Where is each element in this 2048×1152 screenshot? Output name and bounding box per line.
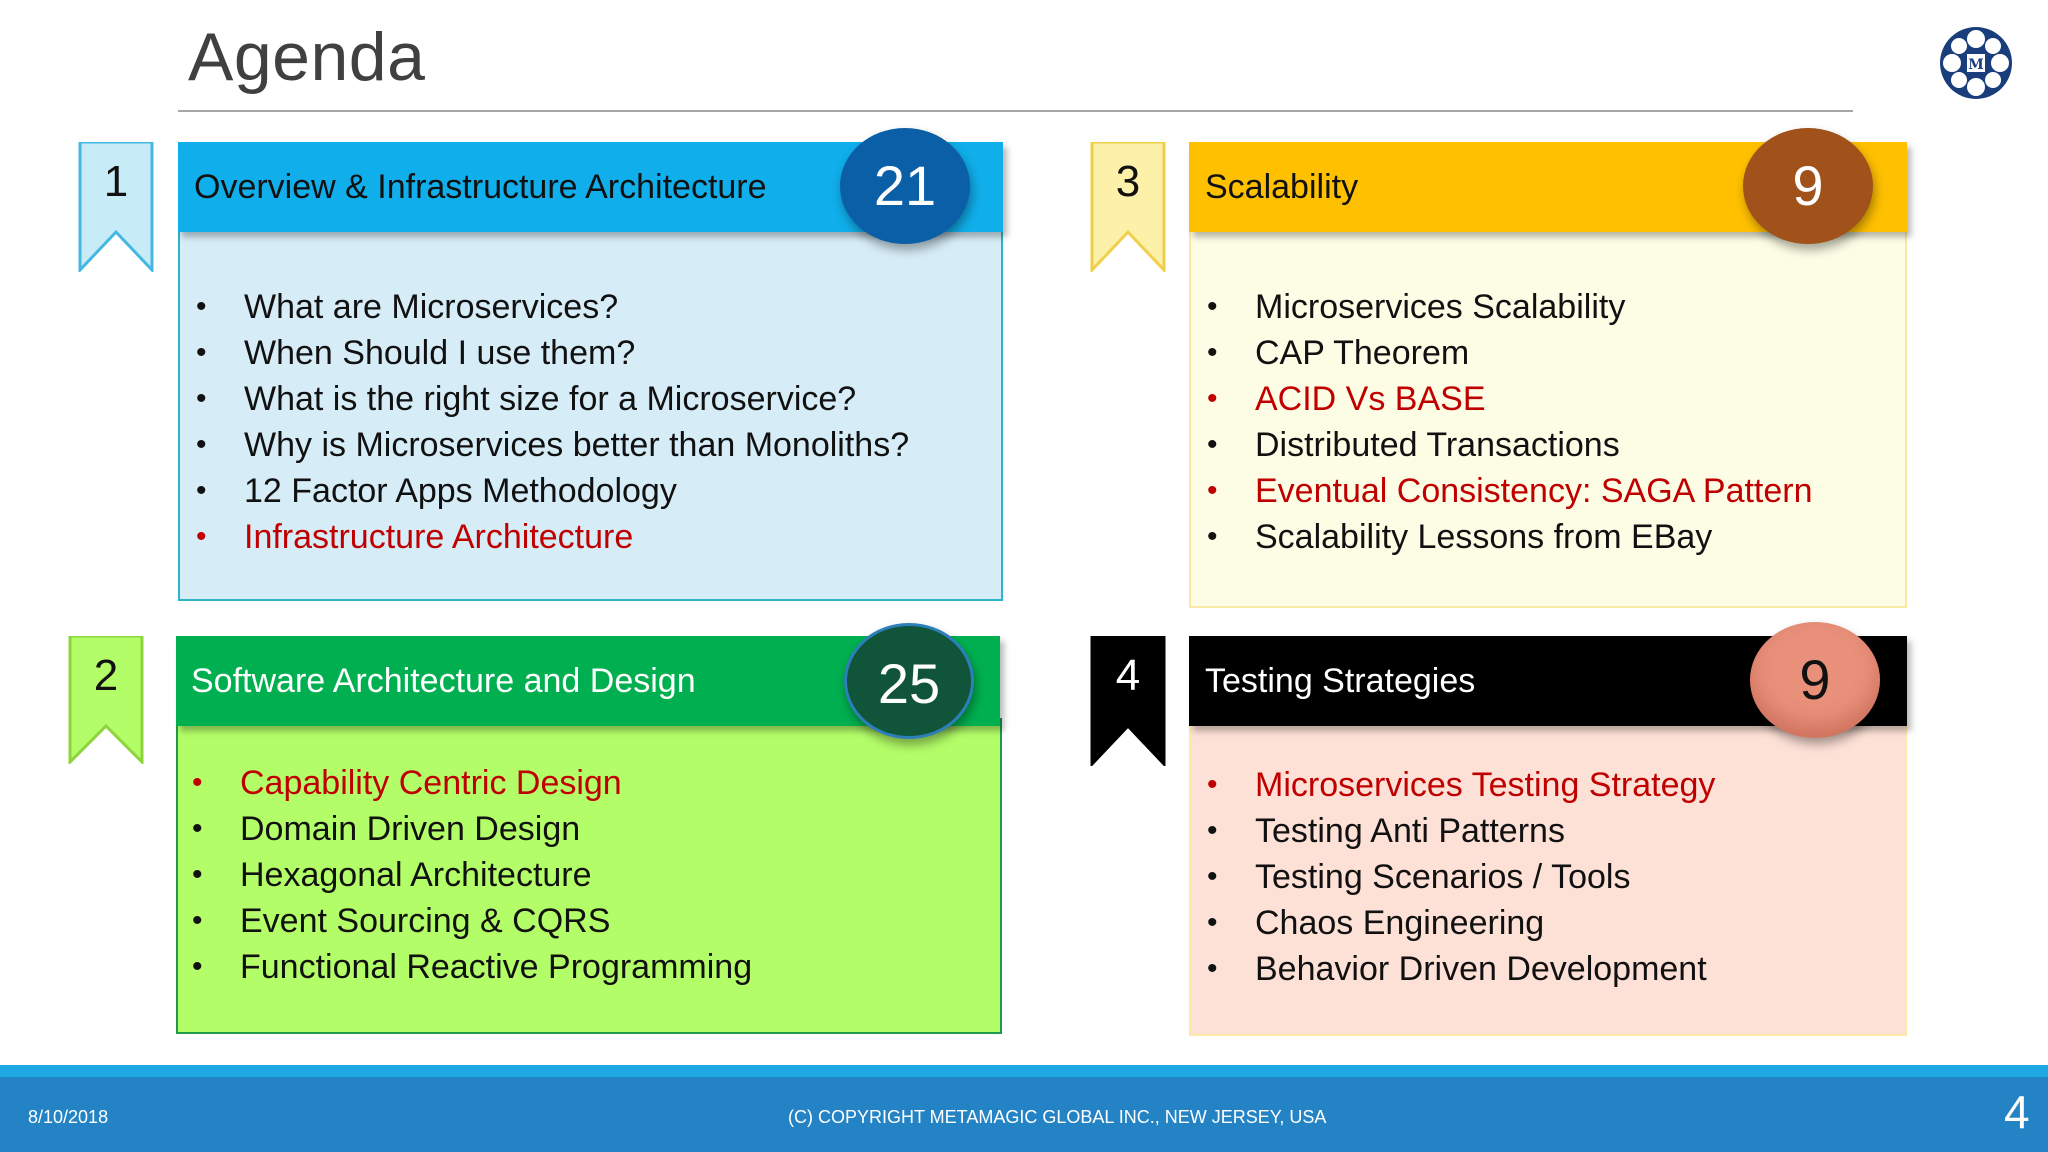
bullet-icon: • xyxy=(1207,428,1218,461)
svg-text:M: M xyxy=(1968,57,1984,73)
topic-text: 12 Factor Apps Methodology xyxy=(244,472,677,510)
list-item xyxy=(196,422,909,468)
list-item xyxy=(196,330,909,376)
section-title: Scalability xyxy=(1205,168,1359,206)
footer-copyright: (C) COPYRIGHT METAMAGIC GLOBAL INC., NEW JERSEY, USA xyxy=(788,1107,1327,1127)
slide-footer xyxy=(0,1065,2048,1152)
title-divider xyxy=(178,110,1853,112)
footer-date: 8/10/2018 xyxy=(28,1107,109,1127)
topic-text: Hexagonal Architecture xyxy=(240,856,592,894)
topic-text: Why is Microservices better than Monoliths? xyxy=(244,426,910,464)
list-item xyxy=(1207,284,1813,330)
list-item xyxy=(1207,900,1715,946)
topic-text: CAP Theorem xyxy=(1255,334,1470,372)
section-title: Overview & Infrastructure Architecture xyxy=(194,168,767,206)
topic-text: Functional Reactive Programming xyxy=(240,948,753,986)
slide-title: Agenda xyxy=(188,19,426,95)
section-number: 4 xyxy=(1115,651,1141,700)
topic-text: Domain Driven Design xyxy=(240,810,581,848)
page-number: 4 xyxy=(2004,1086,2030,1138)
list-item xyxy=(192,944,752,990)
topic-text: Testing Scenarios / Tools xyxy=(1255,858,1631,896)
topic-text: Microservices Scalability xyxy=(1255,288,1626,326)
topic-text: When Should I use them? xyxy=(244,334,636,372)
list-item xyxy=(1207,376,1813,422)
list-item xyxy=(1207,946,1715,992)
bullet-icon: • xyxy=(192,766,203,799)
list-item xyxy=(196,376,909,422)
topic-text: What is the right size for a Microservice? xyxy=(244,380,857,418)
list-item xyxy=(1207,854,1715,900)
section-number-ribbon xyxy=(1090,636,1166,766)
slide-count-badge: 9 xyxy=(1743,128,1873,244)
slide-count-badge: 9 xyxy=(1750,622,1880,738)
list-item xyxy=(192,852,752,898)
bullet-icon: • xyxy=(192,812,203,845)
bullet-icon: • xyxy=(192,858,203,891)
section-number: 2 xyxy=(93,651,119,700)
bullet-icon: • xyxy=(1207,860,1218,893)
list-item xyxy=(192,898,752,944)
list-item xyxy=(196,468,909,514)
bullet-icon: • xyxy=(1207,906,1218,939)
bullet-icon: • xyxy=(196,382,207,415)
topic-text: Eventual Consistency: SAGA Pattern xyxy=(1255,472,1813,510)
slide-count-badge: 21 xyxy=(840,128,970,244)
topic-text: Event Sourcing & CQRS xyxy=(240,902,611,940)
section-title: Software Architecture and Design xyxy=(191,662,696,700)
bullet-icon: • xyxy=(192,950,203,983)
section-number: 3 xyxy=(1115,157,1141,206)
bullet-icon: • xyxy=(1207,474,1218,507)
bullet-icon: • xyxy=(1207,814,1218,847)
list-item xyxy=(1207,514,1813,560)
bullet-icon: • xyxy=(196,336,207,369)
company-logo-icon xyxy=(1938,25,2014,101)
list-item xyxy=(1207,762,1715,808)
section-number-ribbon xyxy=(1090,142,1166,272)
bullet-icon: • xyxy=(1207,520,1218,553)
bullet-icon: • xyxy=(1207,382,1218,415)
bullet-icon: • xyxy=(1207,952,1218,985)
topic-text: Infrastructure Architecture xyxy=(244,518,634,556)
bullet-icon: • xyxy=(192,904,203,937)
section-number-ribbon xyxy=(68,636,144,764)
topic-text: Scalability Lessons from EBay xyxy=(1255,518,1713,556)
topic-text: Microservices Testing Strategy xyxy=(1255,766,1716,804)
list-item xyxy=(1207,330,1813,376)
section-number-ribbon xyxy=(78,142,154,272)
topic-list xyxy=(196,284,909,560)
section-title: Testing Strategies xyxy=(1205,662,1476,700)
topic-text: Distributed Transactions xyxy=(1255,426,1620,464)
list-item xyxy=(1207,808,1715,854)
topic-text: Testing Anti Patterns xyxy=(1255,812,1565,850)
list-item xyxy=(1207,468,1813,514)
bullet-icon: • xyxy=(1207,336,1218,369)
slide-count-badge: 25 xyxy=(844,623,974,739)
bullet-icon: • xyxy=(196,290,207,323)
list-item xyxy=(1207,422,1813,468)
bullet-icon: • xyxy=(1207,290,1218,323)
section-number: 1 xyxy=(103,157,129,206)
list-item xyxy=(196,284,909,330)
topic-list xyxy=(1207,284,1813,560)
topic-text: ACID Vs BASE xyxy=(1255,380,1486,418)
list-item xyxy=(196,514,909,560)
topic-text: Capability Centric Design xyxy=(240,764,622,802)
bullet-icon: • xyxy=(1207,768,1218,801)
bullet-icon: • xyxy=(196,428,207,461)
topic-list xyxy=(1207,762,1715,992)
list-item xyxy=(192,760,752,806)
topic-text: Chaos Engineering xyxy=(1255,904,1545,942)
topic-text: What are Microservices? xyxy=(244,288,619,326)
footer-accent-strip xyxy=(0,1065,2048,1077)
bullet-icon: • xyxy=(196,474,207,507)
topic-text: Behavior Driven Development xyxy=(1255,950,1707,988)
bullet-icon: • xyxy=(196,520,207,553)
topic-list xyxy=(192,760,752,990)
list-item xyxy=(192,806,752,852)
